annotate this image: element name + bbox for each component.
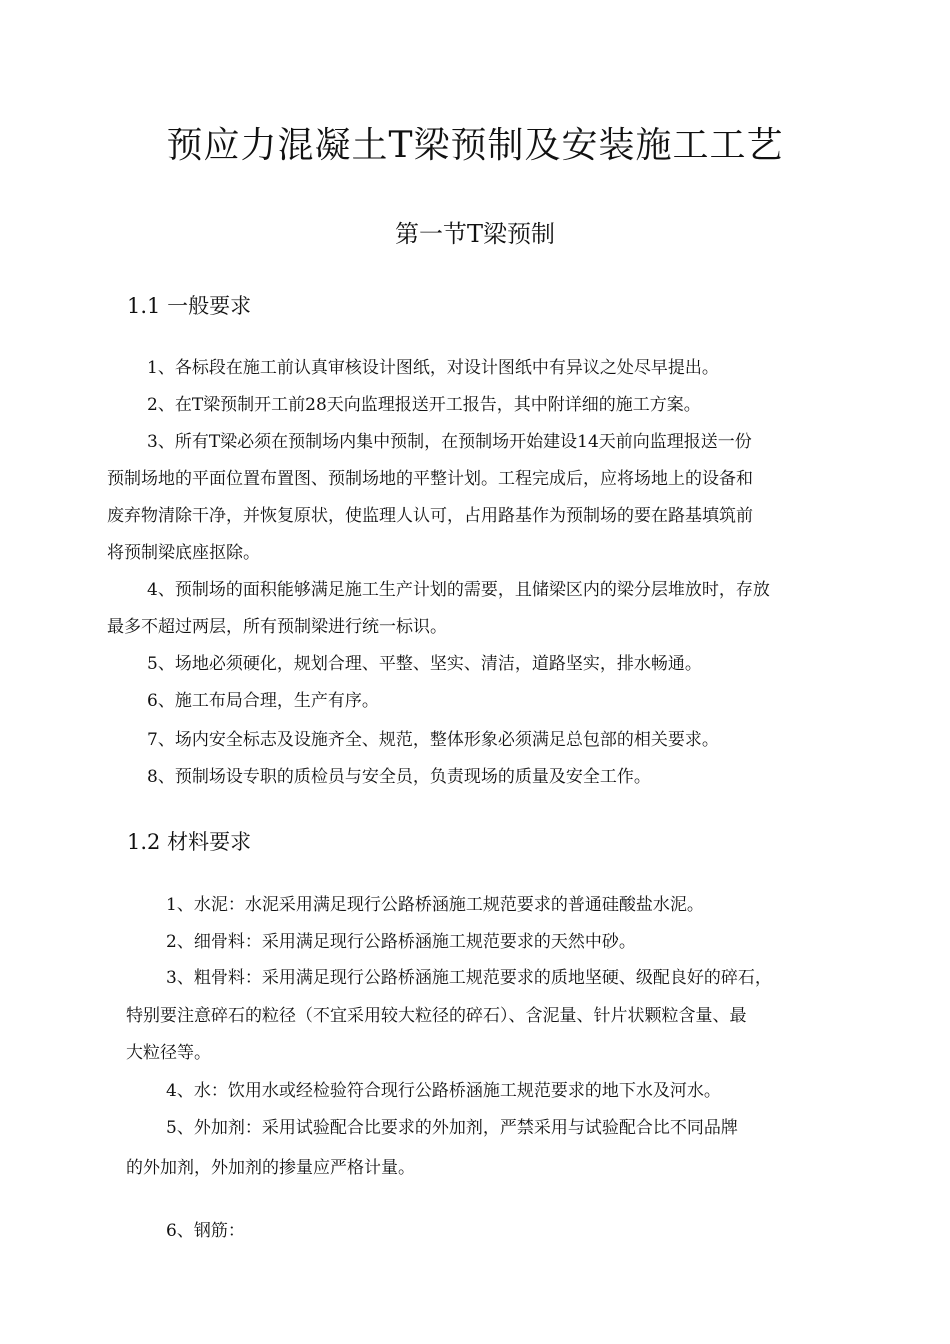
- paragraph-line: 将预制梁底座抠除。: [107, 543, 260, 563]
- paragraph-line: 5、场地必须硬化，规划合理、平整、坚实、清洁，道路坚实，排水畅通。: [147, 654, 702, 674]
- document-title: 预应力混凝土T梁预制及安装施工工艺: [166, 125, 784, 166]
- paragraph-line: 预制场地的平面位置布置图、预制场地的平整计划。工程完成后，应将场地上的设备和: [107, 469, 753, 489]
- paragraph-line: 3、所有T梁必须在预制场内集中预制，在预制场开始建设14天前向监理报送一份: [147, 432, 752, 452]
- paragraph-line: 1、水泥：水泥采用满足现行公路桥涵施工规范要求的普通硅酸盐水泥。: [166, 895, 704, 915]
- paragraph-line: 6、施工布局合理，生产有序。: [147, 691, 379, 711]
- paragraph-line: 2、细骨料：采用满足现行公路桥涵施工规范要求的天然中砂。: [166, 932, 636, 952]
- paragraph-line: 大粒径等。: [126, 1043, 211, 1063]
- paragraph-line: 的外加剂，外加剂的掺量应严格计量。: [126, 1158, 415, 1178]
- paragraph-line: 废弃物清除干净，并恢复原状，使监理人认可，占用路基作为预制场的要在路基填筑前: [107, 506, 753, 526]
- paragraph-line: 7、场内安全标志及设施齐全、规范，整体形象必须满足总包部的相关要求。: [147, 730, 719, 750]
- paragraph-line: 4、水：饮用水或经检验符合现行公路桥涵施工规范要求的地下水及河水。: [166, 1081, 721, 1101]
- paragraph-line: 5、外加剂：采用试验配合比要求的外加剂，严禁采用与试验配合比不同品牌: [166, 1118, 738, 1138]
- subsection-heading-general: 1.1 一般要求: [127, 294, 252, 318]
- section-title: 第一节T梁预制: [394, 220, 555, 248]
- paragraph-line: 1、各标段在施工前认真审核设计图纸，对设计图纸中有异议之处尽早提出。: [147, 358, 719, 378]
- paragraph-line: 6、钢筋：: [166, 1221, 245, 1241]
- paragraph-line: 3、粗骨料：采用满足现行公路桥涵施工规范要求的质地坚硬、级配良好的碎石，: [166, 968, 772, 988]
- paragraph-line: 特别要注意碎石的粒径（不宜采用较大粒径的碎石）、含泥量、针片状颗粒含量、最: [126, 1006, 747, 1026]
- paragraph-line: 8、预制场设专职的质检员与安全员，负责现场的质量及安全工作。: [147, 767, 651, 787]
- paragraph-line: 最多不超过两层，所有预制梁进行统一标识。: [107, 617, 447, 637]
- paragraph-line: 4、预制场的面积能够满足施工生产计划的需要，且储梁区内的梁分层堆放时，存放: [147, 580, 770, 600]
- subsection-heading-materials: 1.2 材料要求: [127, 830, 252, 854]
- paragraph-line: 2、在T梁预制开工前28天向监理报送开工报告，其中附详细的施工方案。: [147, 395, 701, 415]
